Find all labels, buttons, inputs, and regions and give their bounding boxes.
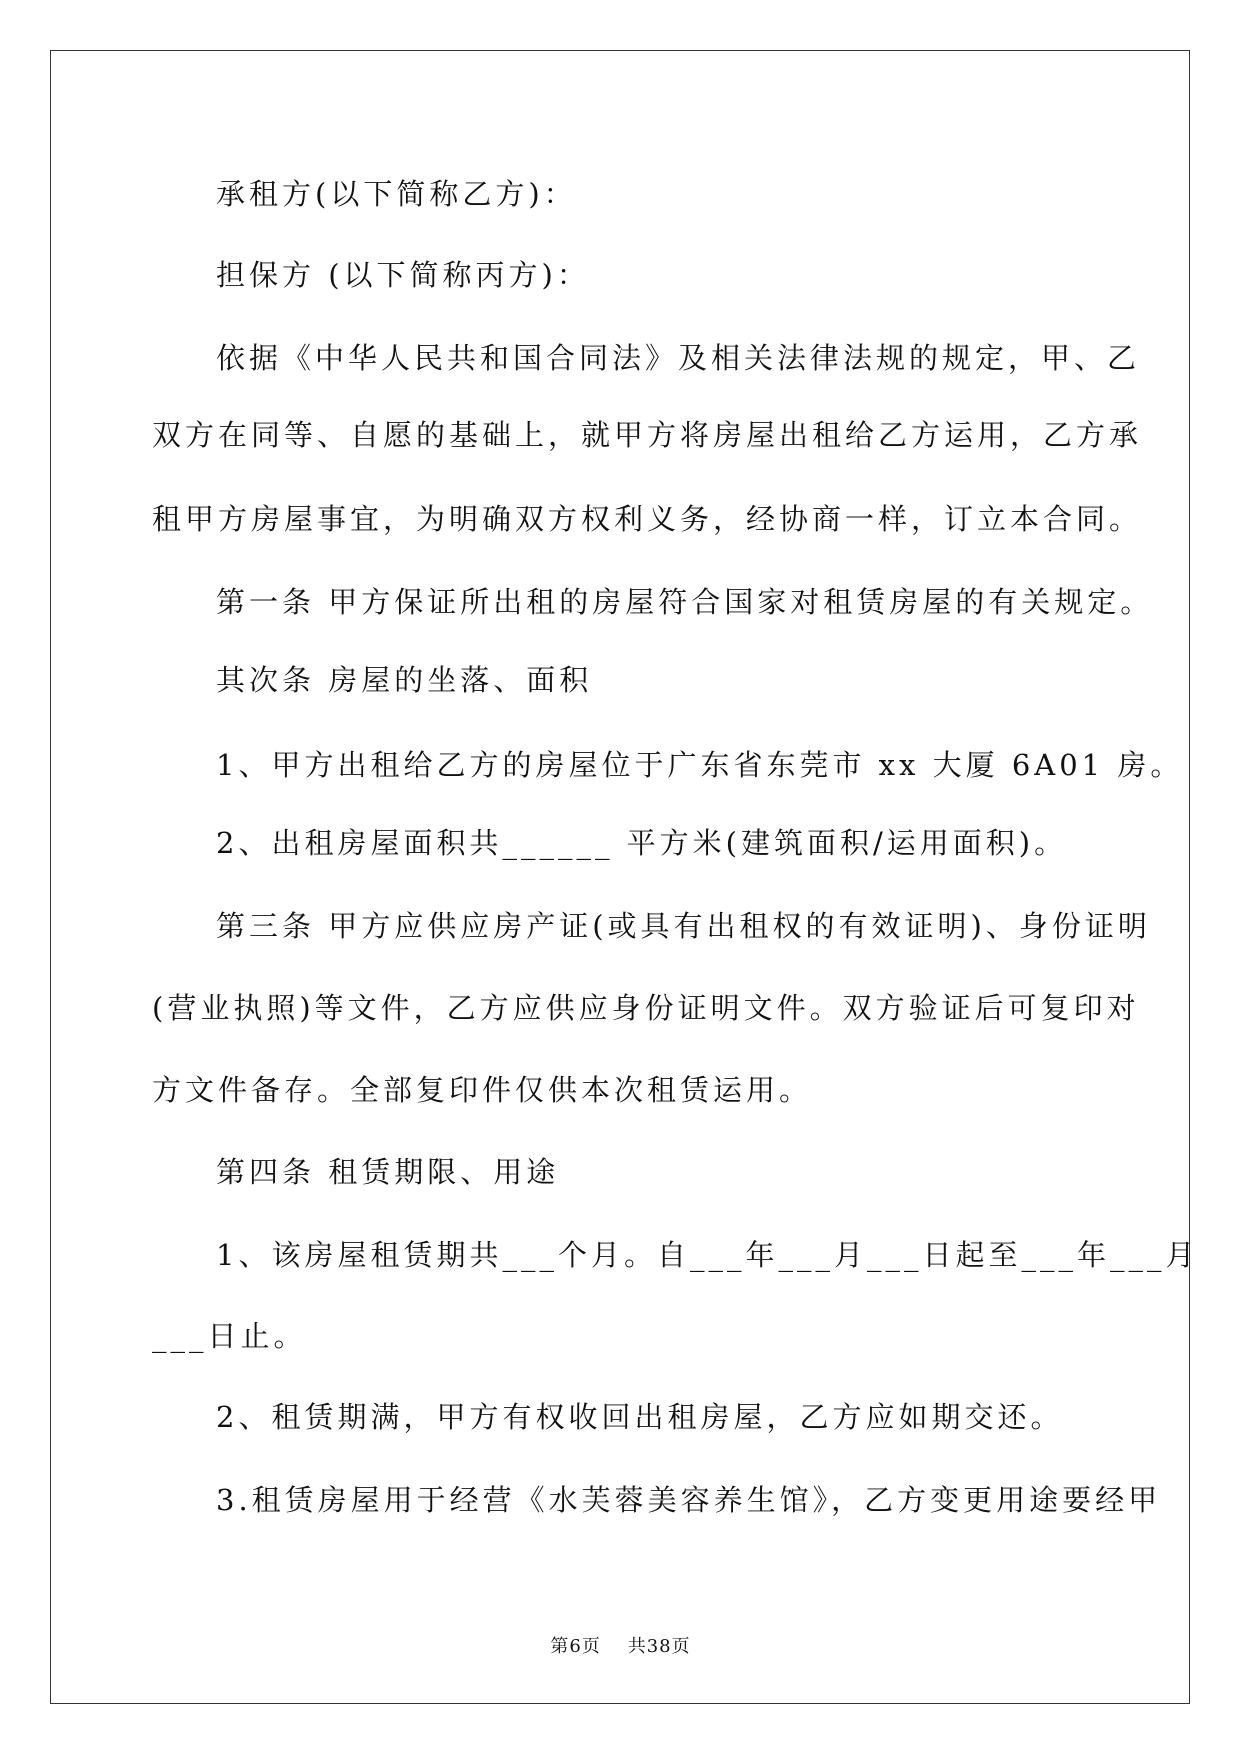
text-line: 1、该房屋租赁期共___个月。自___年___月___日起至___年___月 xyxy=(216,1238,1199,1272)
text-line: 2、出租房屋面积共______ 平方米(建筑面积/运用面积)。 xyxy=(216,826,1068,860)
page-border xyxy=(50,50,1190,1704)
text-line: 第三条 甲方应供应房产证(或具有出租权的有效证明)、身份证明 xyxy=(216,909,1151,943)
text-line: 3.租赁房屋用于经营《水芙蓉美容养生馆》，乙方变更用途要经甲 xyxy=(216,1483,1162,1517)
text-line: 其次条 房屋的坐落、面积 xyxy=(216,663,593,697)
text-line: 承租方(以下简称乙方)： xyxy=(216,177,577,211)
text-line: 双方在同等、自愿的基础上，就甲方将房屋出租给乙方运用，乙方承 xyxy=(152,418,1143,452)
text-line: 担保方 (以下简称丙方)： xyxy=(216,258,590,292)
page-footer xyxy=(0,1632,1241,1658)
page-total: 共38页 xyxy=(627,1636,691,1657)
text-line: 租甲方房屋事宜，为明确双方权利义务，经协商一样，订立本合同。 xyxy=(152,502,1143,536)
text-line: 第一条 甲方保证所出租的房屋符合国家对租赁房屋的有关规定。 xyxy=(216,585,1154,619)
text-line: ___日止。 xyxy=(152,1319,307,1353)
text-line: (营业执照)等文件，乙方应供应身份证明文件。双方验证后可复印对 xyxy=(152,991,1140,1025)
text-line: 2、租赁期满，甲方有权收回出租房屋，乙方应如期交还。 xyxy=(216,1400,1064,1434)
text-line: 依据《中华人民共和国合同法》及相关法律法规的规定，甲、乙 xyxy=(216,341,1141,375)
text-line: 1、甲方出租给乙方的房屋位于广东省东莞市 xx 大厦 6A01 房。 xyxy=(216,748,1184,782)
text-line: 第四条 租赁期限、用途 xyxy=(216,1155,560,1189)
page-number: 第6页 xyxy=(550,1636,601,1657)
text-line: 方文件备存。全部复印件仅供本次租赁运用。 xyxy=(152,1073,813,1107)
